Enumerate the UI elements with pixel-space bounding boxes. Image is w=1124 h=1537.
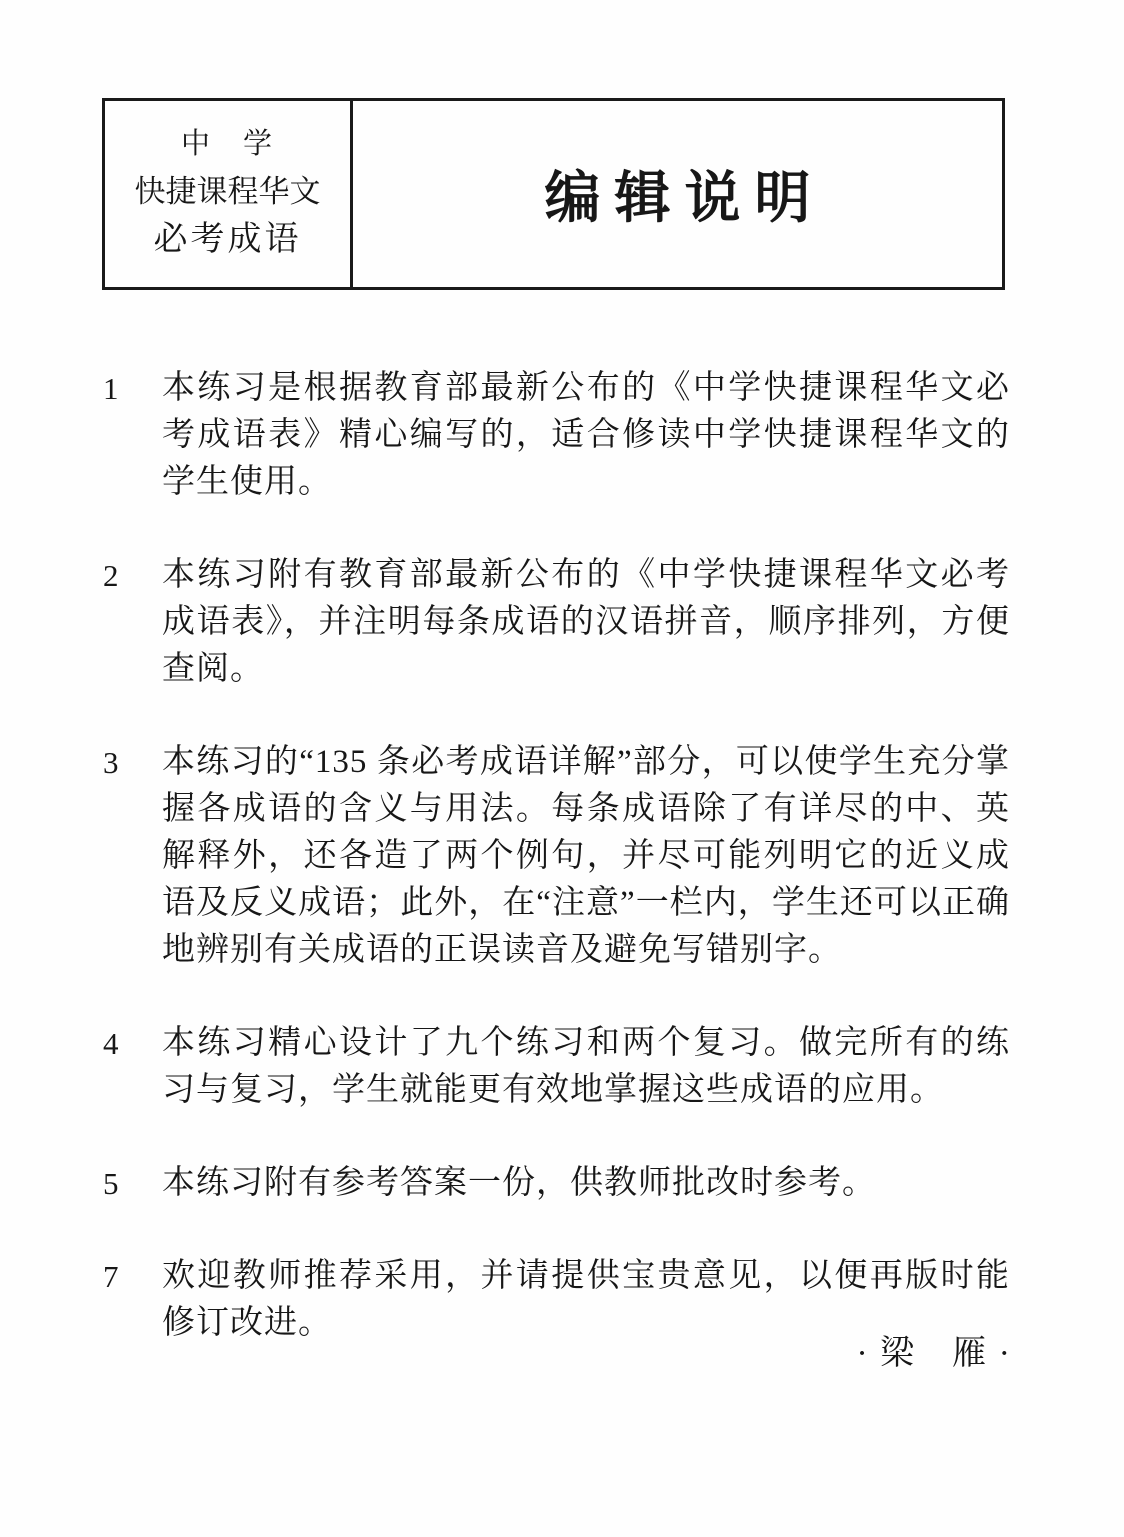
paragraph-number: 1: [103, 371, 119, 406]
paragraph-number: 7: [103, 1259, 119, 1294]
paragraph-item-5: [103, 1160, 1010, 1207]
header-box: [102, 98, 1005, 290]
paragraph-number: 3: [103, 745, 119, 780]
paragraph-text: 本练习的“135 条必考成语详解”部分，可以使学生充分掌握各成语的含义与用法。每条成语除了有详尽的中、英解释外，还各造了两个例句，并尽可能列明它的近义成语及反义成语；此外，在“注意”一栏内，学生还可以正确地辨别有关成语的正误读音及避免写错别字。: [162, 744, 1010, 968]
title-cell: [353, 101, 1002, 287]
paragraph-item-4: [103, 1020, 1010, 1114]
editorial-notes-list: [103, 365, 1010, 1347]
paragraph-item-3: [103, 739, 1010, 974]
author-signature: · 梁 雁 ·: [856, 1335, 1012, 1372]
series-line-1: 中 学: [180, 128, 274, 160]
paragraph-item-1: [103, 365, 1010, 506]
paragraph-number: 5: [103, 1166, 119, 1201]
paragraph-text: 欢迎教师推荐采用，并请提供宝贵意见，以便再版时能修订改进。: [162, 1258, 1010, 1341]
paragraph-number: 4: [103, 1026, 119, 1061]
series-title-cell: [105, 101, 353, 287]
series-line-3: 必考成语: [153, 221, 302, 258]
paragraph-item-2: [103, 552, 1010, 693]
paragraph-text: 本练习是根据教育部最新公布的《中学快捷课程华文必考成语表》精心编写的，适合修读中学快捷课程华文的学生使用。: [162, 370, 1010, 500]
paragraph-text: 本练习附有参考答案一份，供教师批改时参考。: [162, 1165, 876, 1201]
paragraph-text: 本练习附有教育部最新公布的《中学快捷课程华文必考成语表》，并注明每条成语的汉语拼音，顺序排列，方便查阅。: [162, 557, 1010, 687]
paragraph-text: 本练习精心设计了九个练习和两个复习。做完所有的练习与复习，学生就能更有效地掌握这些成语的应用。: [162, 1025, 1010, 1108]
page-title: 编辑说明: [544, 168, 825, 230]
series-line-2: 快捷课程华文: [134, 174, 321, 209]
paragraph-number: 2: [103, 558, 119, 593]
